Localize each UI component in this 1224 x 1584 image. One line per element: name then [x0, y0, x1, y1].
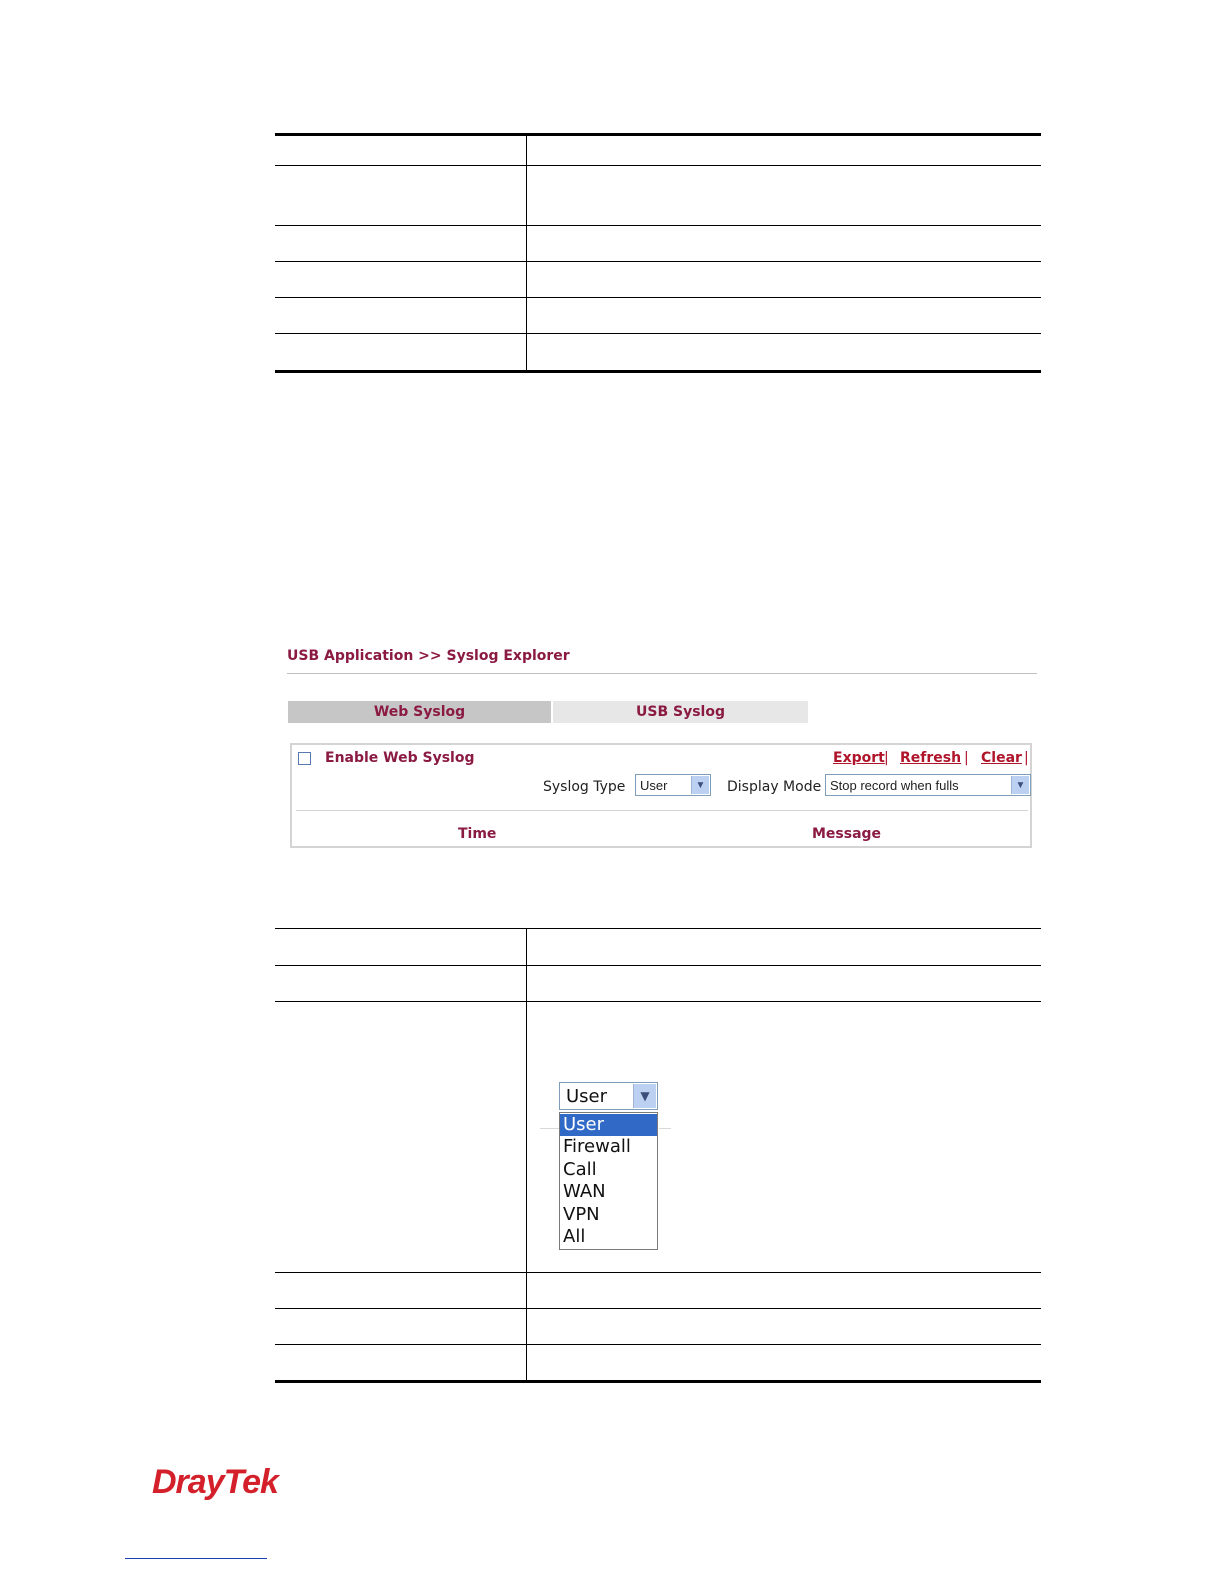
table-rule	[275, 965, 1041, 966]
chevron-down-icon: ▼	[633, 1084, 656, 1108]
display-mode-value: Stop record when fulls	[830, 778, 959, 793]
dropdown-select[interactable]	[559, 1082, 658, 1110]
syslog-type-dropdown[interactable]	[559, 1082, 659, 1250]
table-rule	[275, 1380, 1041, 1383]
table-rule	[275, 133, 1041, 136]
chevron-down-icon: ▼	[1011, 776, 1029, 794]
table-rule	[275, 225, 1041, 226]
syslog-type-value: User	[640, 778, 668, 793]
dropdown-option[interactable]: VPN	[563, 1203, 600, 1225]
chevron-down-icon: ▼	[691, 776, 709, 794]
column-header-time: Time	[458, 826, 497, 842]
breadcrumb-divider	[287, 673, 1037, 674]
separator: |	[1024, 750, 1029, 766]
ghost-line	[659, 1128, 671, 1129]
tab-web-syslog[interactable]: Web Syslog	[288, 701, 551, 723]
table-rule	[275, 165, 1041, 166]
refresh-link[interactable]: Refresh	[900, 750, 962, 766]
display-mode-select[interactable]	[825, 774, 1031, 796]
tab-usb-syslog[interactable]: USB Syslog	[553, 701, 808, 723]
table-divider	[526, 929, 527, 1381]
separator: |	[964, 750, 969, 766]
export-link[interactable]: Export	[833, 750, 885, 766]
dropdown-selected-value: User	[566, 1086, 608, 1107]
dropdown-option[interactable]: All	[563, 1225, 586, 1247]
dropdown-option[interactable]: Call	[563, 1158, 597, 1180]
enable-web-syslog-label: Enable Web Syslog	[325, 750, 475, 766]
syslog-type-select[interactable]	[635, 774, 711, 796]
dropdown-option[interactable]: WAN	[563, 1181, 606, 1203]
table-rule	[275, 297, 1041, 298]
table-rule	[275, 928, 1041, 929]
table-rule	[275, 1308, 1041, 1309]
dropdown-option[interactable]: Firewall	[563, 1136, 631, 1158]
table-rule	[275, 370, 1041, 373]
ghost-line	[540, 1128, 559, 1129]
breadcrumb: USB Application >> Syslog Explorer	[287, 648, 570, 664]
top-table	[275, 133, 1041, 373]
column-header-message: Message	[812, 826, 882, 842]
footer-link-line	[125, 1558, 267, 1559]
draytek-logo: DrayTek	[152, 1463, 278, 1501]
display-mode-label: Display Mode	[727, 779, 822, 795]
table-rule	[275, 333, 1041, 334]
table-rule	[275, 261, 1041, 262]
dropdown-option[interactable]: User	[560, 1114, 657, 1136]
table-divider	[526, 135, 527, 371]
dropdown-list	[559, 1112, 658, 1250]
table-rule	[275, 1001, 1041, 1002]
table-rule	[275, 1344, 1041, 1345]
separator: |	[884, 750, 889, 766]
syslog-type-label: Syslog Type	[543, 779, 626, 795]
panel-divider	[296, 810, 1028, 811]
clear-link[interactable]: Clear	[981, 750, 1022, 766]
table-rule	[275, 1272, 1041, 1273]
enable-web-syslog-checkbox[interactable]	[298, 752, 311, 765]
